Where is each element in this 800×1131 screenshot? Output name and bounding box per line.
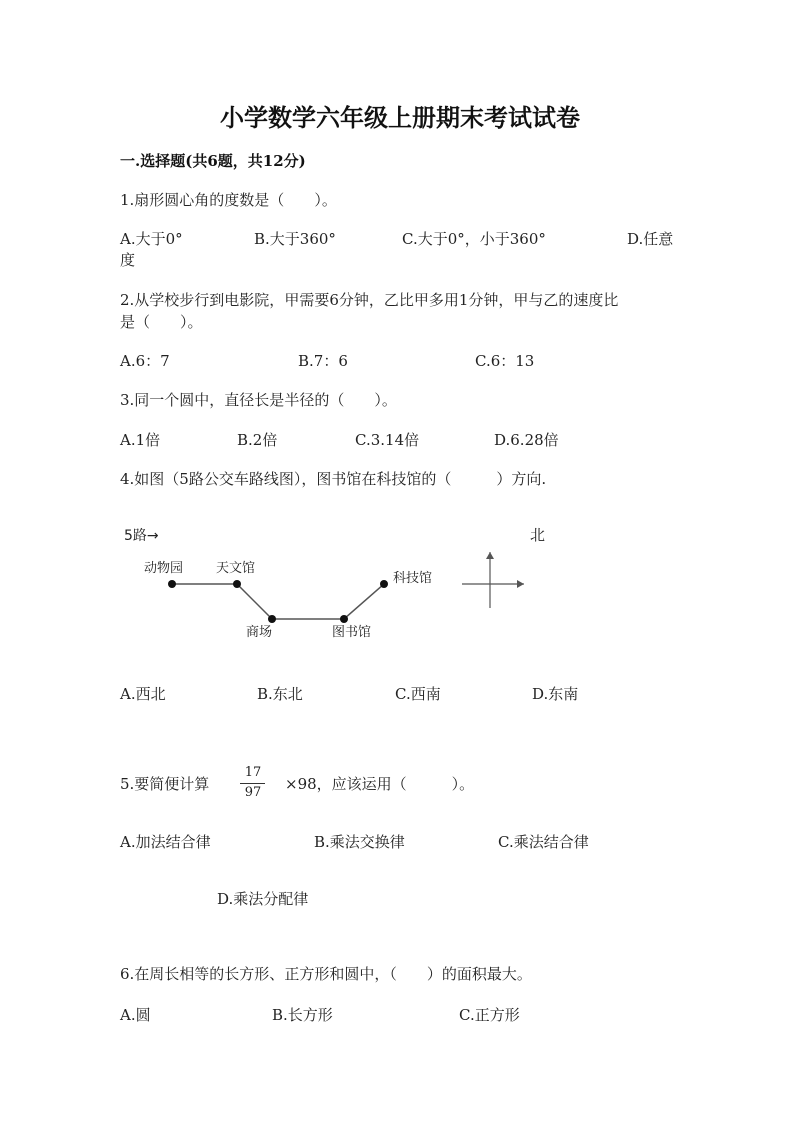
question-1-stem: 1.扇形圆心角的度数是（ ）。 [120,191,337,209]
question-6-stem: 6.在周长相等的长方形、正方形和圆中，（ ）的面积最大。 [120,965,532,983]
route-label: 5路→ [124,528,159,544]
stop-mall-label: 商场 [246,625,273,640]
q1-option-c: C.大于0°，小于360° [402,230,546,248]
q3-option-a: A.1倍 [120,431,161,449]
stop-science-museum-dot [380,580,388,588]
question-2-stem-line2: 是（ ）。 [120,313,203,331]
q6-option-b: B.长方形 [272,1006,333,1024]
fraction-bar [240,783,265,784]
question-4-stem: 4.如图（5路公交车路线图），图书馆在科技馆的（ ）方向. [120,470,547,488]
stop-library-label: 图书馆 [332,625,372,640]
q4-option-a: A.西北 [120,685,166,703]
stop-science-museum-label: 科技馆 [393,571,433,586]
stop-zoo-dot [168,580,176,588]
stop-library-dot [340,615,348,623]
q4-option-c: C.西南 [395,685,441,703]
q2-option-b: B.7：6 [298,352,348,370]
fraction-denominator: 97 [244,785,262,800]
q5-option-d: D.乘法分配律 [217,890,309,908]
route-line [172,584,384,619]
page-title: 小学数学六年级上册期末考试试卷 [220,103,580,132]
q5-option-c: C.乘法结合律 [498,833,589,851]
stop-mall-dot [268,615,276,623]
q6-option-a: A.圆 [120,1006,151,1024]
q5-option-b: B.乘法交换律 [314,833,405,851]
q1-option-d: D.任意 [627,230,674,248]
question-5-stem-suffix: ×98，应该运用（ ）。 [285,775,475,793]
q3-option-b: B.2倍 [237,431,278,449]
q4-option-d: D.东南 [532,685,579,703]
section-heading: 一.选择题(共6题，共12分) [120,152,306,170]
q3-option-c: C.3.14倍 [355,431,420,449]
q1-option-d-wrap: 度 [120,251,136,269]
compass-icon [462,552,524,608]
stop-planetarium-label: 天文馆 [216,561,256,576]
question-2-stem-line1: 2.从学校步行到电影院，甲需要6分钟，乙比甲多用1分钟，甲与乙的速度比 [120,291,619,309]
stop-zoo-label: 动物园 [144,561,184,576]
north-label: 北 [530,526,546,544]
q1-option-b: B.大于360° [254,230,336,248]
q3-option-d: D.6.28倍 [494,431,559,449]
stop-planetarium-dot [233,580,241,588]
q2-option-a: A.6：7 [120,352,170,370]
question-5-stem-prefix: 5.要简便计算 [120,775,210,793]
q5-option-a: A.加法结合律 [120,833,211,851]
q6-option-c: C.正方形 [459,1006,520,1024]
q1-option-a: A.大于0° [120,230,183,248]
q4-option-b: B.东北 [257,685,303,703]
fraction-numerator: 17 [244,765,262,780]
q2-option-c: C.6：13 [475,352,535,370]
question-3-stem: 3.同一个圆中，直径长是半径的（ ）。 [120,391,397,409]
